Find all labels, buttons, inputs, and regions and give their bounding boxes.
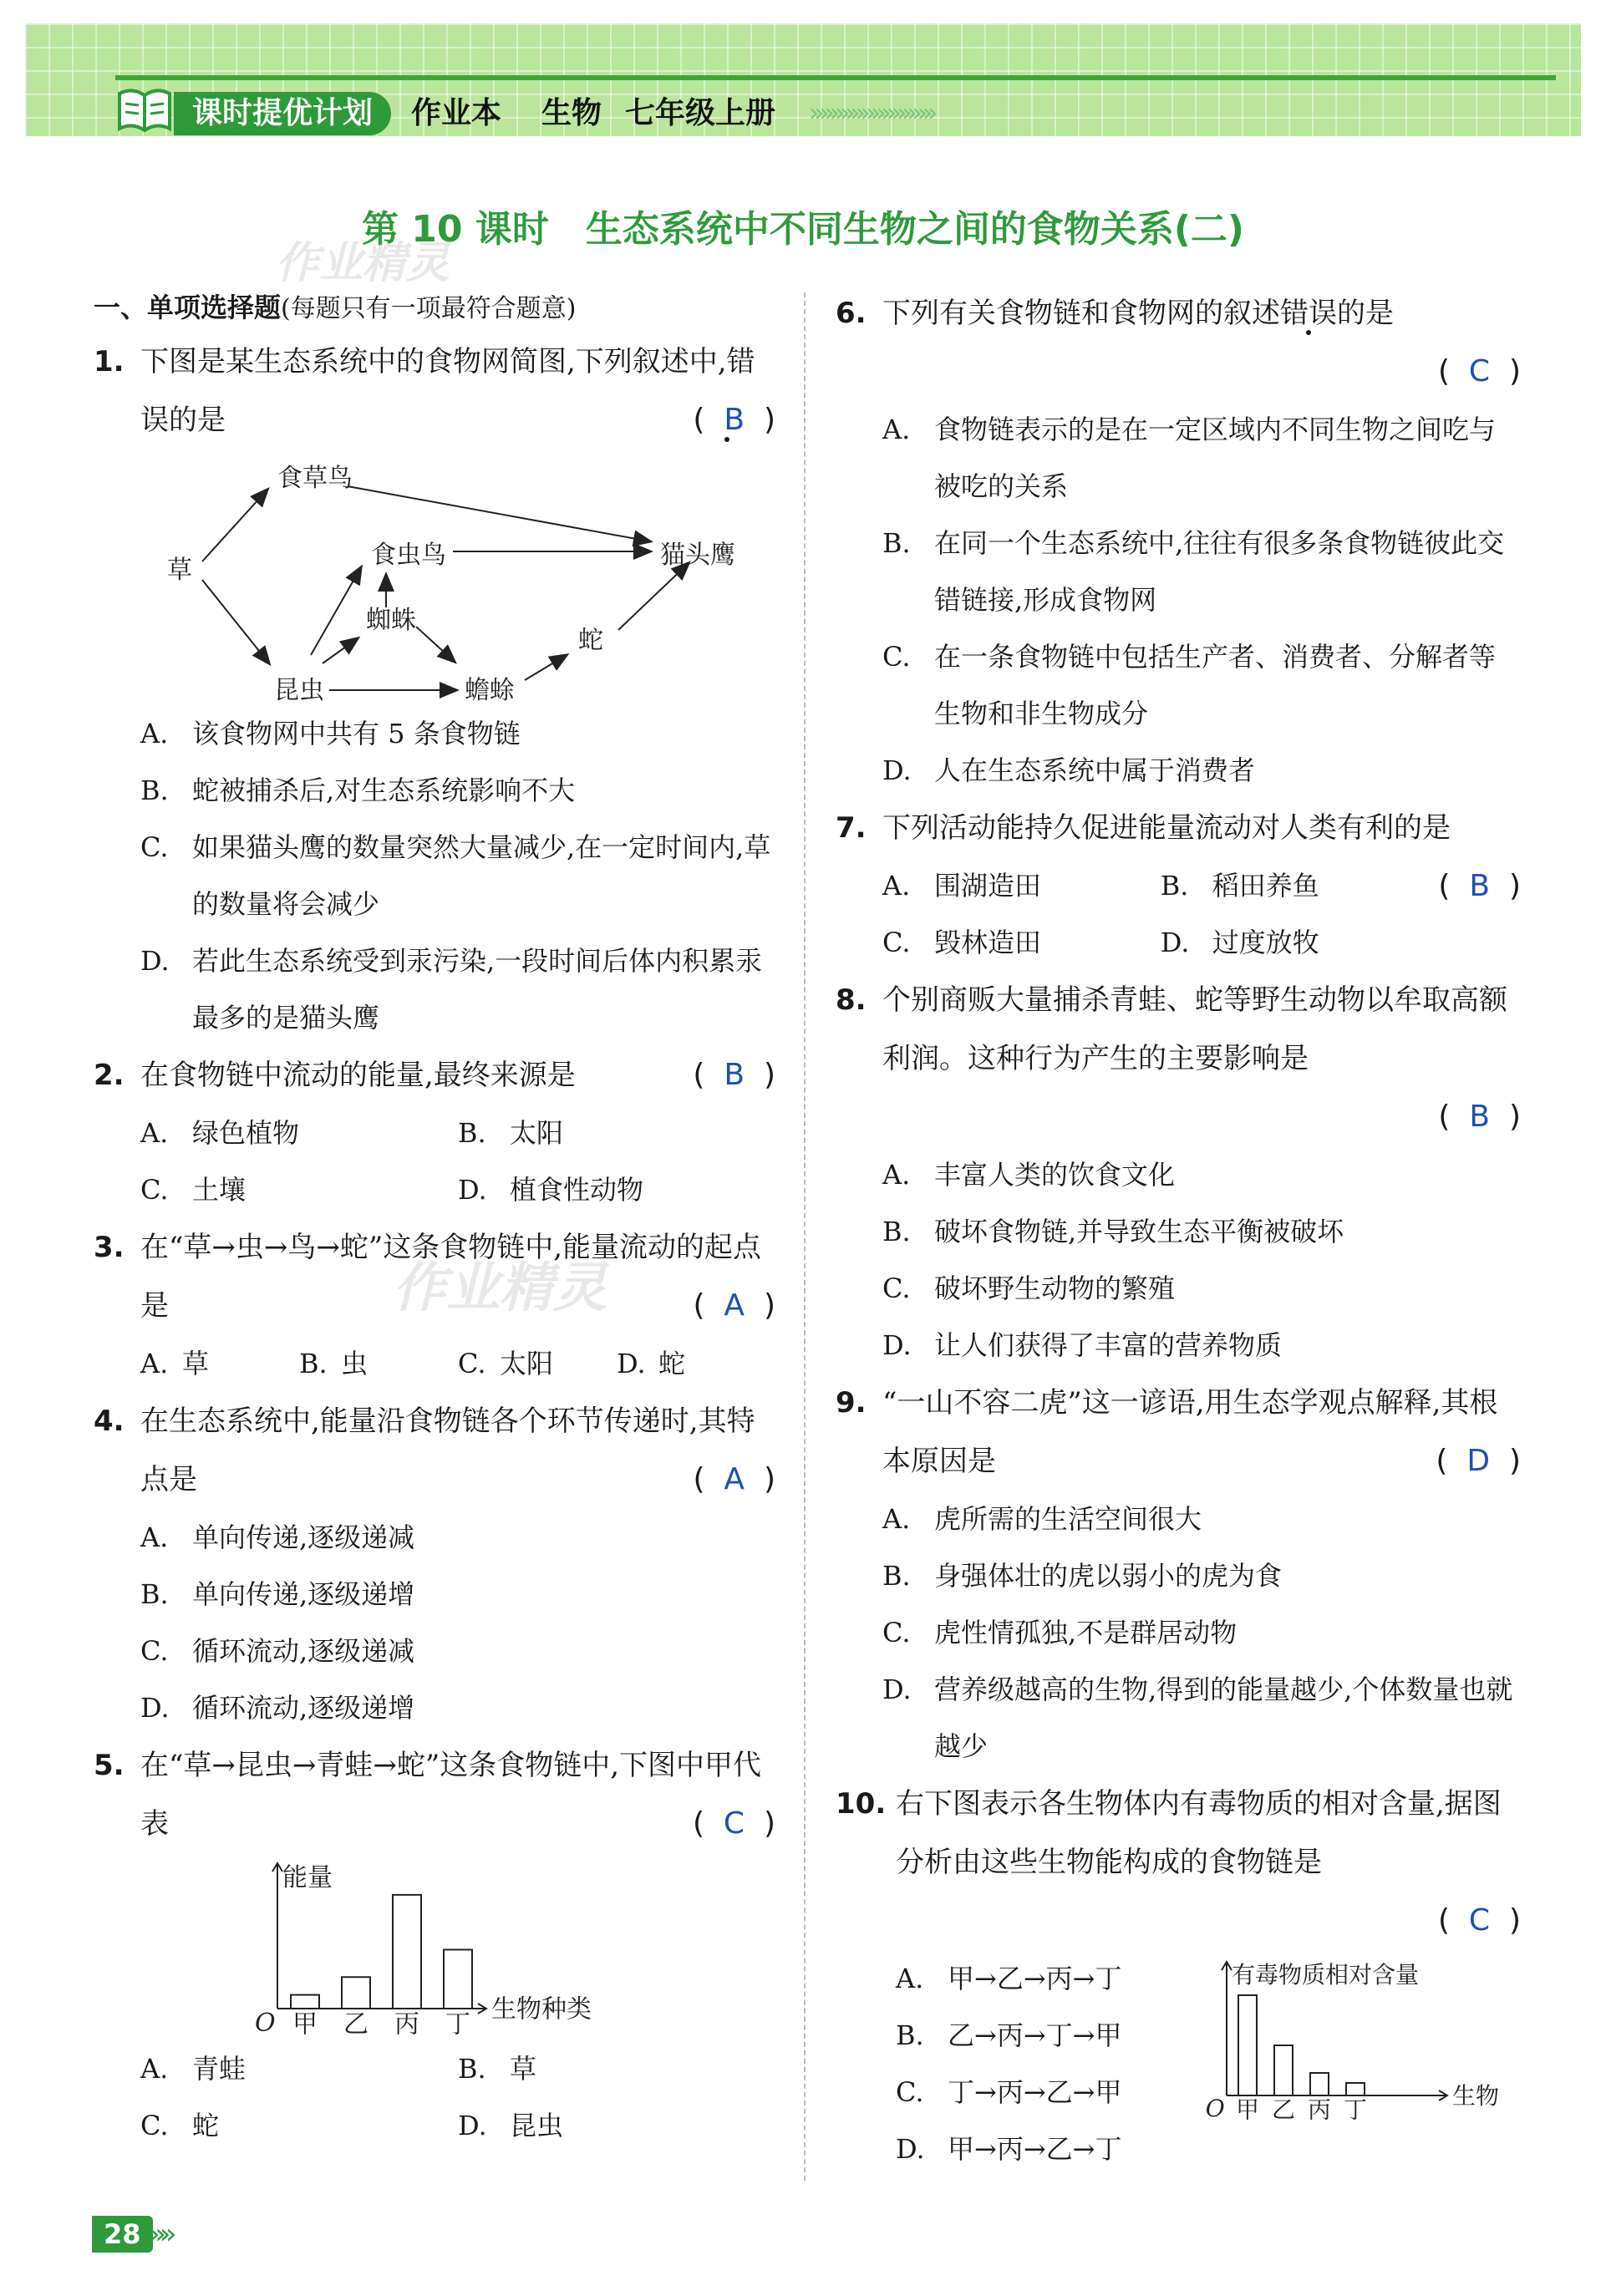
- stem-text: “一山不容二虎”这一谚语,用生态学观点解释,其根本原因是: [882, 1386, 1498, 1478]
- option-text: 营养级越高的生物,得到的能量越少,个体数量也就越少: [934, 1674, 1513, 1762]
- question-stem: [94, 1218, 775, 1335]
- option-text: 循环流动,逐级递增: [192, 1692, 415, 1724]
- option-c[interactable]: [140, 1623, 775, 1679]
- option-c[interactable]: [882, 1260, 1521, 1317]
- option-label: B.: [140, 1578, 169, 1610]
- category-label: 丁: [1343, 2095, 1368, 2124]
- option-a[interactable]: [140, 2040, 458, 2097]
- option-d[interactable]: [617, 1335, 775, 1392]
- answer-value: A: [724, 1462, 745, 1496]
- option-c[interactable]: [458, 1335, 617, 1392]
- option-text: 土壤: [192, 1174, 246, 1206]
- option-label: A.: [896, 1963, 924, 1994]
- page-arrows-icon: »»: [149, 2217, 170, 2251]
- option-label: C.: [882, 641, 911, 673]
- answer-box: ( C ): [692, 1806, 775, 1841]
- y-axis-label: 有毒物质相对含量: [1232, 1961, 1420, 1989]
- option-c[interactable]: [896, 2064, 1197, 2121]
- option-text: 虎所需的生活空间很大: [934, 1503, 1202, 1535]
- option-label: B.: [458, 1117, 486, 1149]
- node-insect: 昆虫: [274, 676, 324, 705]
- option-label: B.: [458, 2053, 486, 2085]
- option-label: D.: [896, 2133, 925, 2165]
- y-axis-label: 能量: [282, 1863, 333, 1892]
- option-b[interactable]: [299, 1335, 458, 1392]
- option-text: 虎性情孤独,不是群居动物: [934, 1617, 1238, 1648]
- option-label: C.: [140, 2110, 169, 2141]
- category-label: 丙: [394, 2009, 419, 2039]
- option-text: 植食性动物: [510, 1174, 644, 1206]
- answer-value: C: [1468, 1903, 1491, 1938]
- option-label: D.: [1160, 927, 1190, 958]
- option-text: 青蛙: [192, 2053, 246, 2085]
- node-snake: 蛇: [578, 626, 603, 655]
- emphasis-text: 错误: [140, 345, 755, 437]
- option-d[interactable]: [1161, 914, 1439, 971]
- question-number: 2.: [94, 1059, 125, 1092]
- option-label: D.: [882, 1329, 912, 1361]
- option-label: C.: [882, 1272, 911, 1304]
- stem-text: 在“草→昆虫→青蛙→蛇”这条食物链中,下图中甲代表: [140, 1749, 762, 1841]
- option-text: 如果猫头鹰的数量突然大量减少,在一定时间内,草的数量将会减少: [192, 831, 771, 920]
- stem-text: 在“草→虫→鸟→蛇”这条食物链中,能量流动的起点是: [140, 1231, 762, 1323]
- option-text: 虫: [341, 1348, 368, 1379]
- option-b[interactable]: [140, 1566, 775, 1623]
- option-row: [882, 914, 1438, 971]
- stem-text: 的是: [169, 404, 226, 437]
- option-a[interactable]: [882, 401, 1521, 515]
- option-b[interactable]: [882, 515, 1521, 628]
- options-q5: [94, 2040, 775, 2154]
- x-axis-label: 生物种类: [491, 1994, 592, 2024]
- question-number: 8.: [836, 983, 867, 1017]
- answer-box: ( B ): [1438, 1100, 1521, 1134]
- option-label: A.: [882, 870, 911, 902]
- answer-box: ( C ): [1437, 354, 1521, 389]
- answer-box: ( B ): [1438, 869, 1521, 903]
- option-label: B.: [140, 775, 169, 806]
- option-text: 在同一个生态系统中,往往有很多条食物链彼此交错链接,形成食物网: [934, 527, 1505, 616]
- option-b[interactable]: [896, 2007, 1197, 2064]
- bar-0: [291, 1995, 319, 2009]
- option-text: 昆虫: [510, 2110, 564, 2141]
- option-text: 丰富人类的饮食文化: [934, 1159, 1176, 1191]
- stem-text: 下列活动能持久促进能量流动对人类有利的是: [882, 811, 1451, 845]
- answer-value: B: [724, 403, 745, 437]
- option-text: 蛇被捕杀后,对生态系统影响不大: [192, 775, 576, 806]
- options-q8: [836, 1146, 1521, 1374]
- option-text: 蛇: [192, 2110, 220, 2141]
- option-text: 单向传递,逐级递减: [192, 1521, 415, 1553]
- option-label: D.: [140, 945, 170, 977]
- option-text: 在一条食物链中包括生产者、消费者、分解者等生物和非生物成分: [934, 641, 1497, 729]
- answer-box: ( B ): [693, 403, 775, 437]
- option-label: B.: [299, 1348, 328, 1379]
- option-c[interactable]: [140, 1161, 458, 1218]
- option-d[interactable]: [458, 2097, 775, 2154]
- option-label: C.: [882, 927, 911, 958]
- q10-content: [836, 1950, 1521, 2192]
- option-a[interactable]: [140, 1105, 458, 1161]
- option-label: C.: [458, 1348, 486, 1379]
- question-1: [94, 333, 775, 450]
- question-stem: [94, 333, 775, 450]
- section-note: (每题只有一项最符合题意): [281, 294, 577, 323]
- option-c[interactable]: [882, 1604, 1521, 1661]
- category-label: 乙: [1271, 2095, 1296, 2124]
- option-text: 循环流动,逐级递减: [192, 1635, 415, 1667]
- option-row: [140, 2097, 775, 2154]
- option-label: D.: [140, 1692, 170, 1724]
- answer-value: C: [723, 1806, 745, 1841]
- option-label: D.: [458, 2110, 487, 2141]
- question-stem: [836, 1374, 1521, 1491]
- option-label: A.: [140, 1348, 169, 1379]
- question-number: 1.: [94, 345, 125, 378]
- option-c[interactable]: [882, 914, 1161, 971]
- category-label: 甲: [1235, 2095, 1260, 2124]
- options-q2: [94, 1105, 775, 1218]
- options-q3: [94, 1335, 775, 1392]
- bar-1: [1274, 2045, 1293, 2095]
- question-stem: [94, 1046, 775, 1105]
- options-q10: [849, 1950, 1197, 2177]
- option-c[interactable]: [140, 2097, 458, 2154]
- emphasis-text: 错误: [1280, 297, 1337, 330]
- option-label: B.: [882, 527, 911, 559]
- option-text: 破坏野生动物的繁殖: [934, 1272, 1176, 1304]
- question-stem: [836, 284, 1521, 401]
- option-label: D.: [617, 1348, 646, 1379]
- node-spider: 蜘蛛: [366, 606, 416, 635]
- category-label: 甲: [292, 2009, 318, 2039]
- bar-3: [444, 1949, 472, 2009]
- option-a[interactable]: [882, 1146, 1521, 1203]
- option-text: 草: [510, 2053, 537, 2085]
- option-label: A.: [882, 1503, 911, 1535]
- answer-box: ( D ): [1436, 1444, 1521, 1478]
- option-b[interactable]: [882, 1547, 1521, 1604]
- question-9: [836, 1374, 1521, 1491]
- subject-label: 生物: [541, 96, 602, 130]
- bar-0: [1238, 1995, 1257, 2095]
- option-text: 丁→丙→乙→甲: [948, 2076, 1122, 2108]
- option-b[interactable]: [458, 1105, 775, 1161]
- options-q9: [836, 1491, 1521, 1775]
- question-stem: [836, 971, 1521, 1146]
- option-label: A.: [140, 2053, 169, 2085]
- option-text: 让人们获得了丰富的营养物质: [934, 1329, 1283, 1361]
- section-heading: [94, 284, 775, 333]
- question-stem: [836, 1775, 1521, 1950]
- question-number: 10.: [836, 1787, 887, 1821]
- option-text: 太阳: [500, 1348, 554, 1379]
- page-number: 28: [92, 2216, 153, 2253]
- option-text: 该食物网中共有 5 条食物链: [192, 718, 521, 749]
- question-3: [94, 1218, 775, 1335]
- option-label: A.: [140, 718, 169, 749]
- question-number: 5.: [94, 1749, 125, 1782]
- option-label: D.: [882, 1674, 912, 1705]
- option-d[interactable]: [882, 742, 1521, 799]
- option-text: 单向传递,逐级递增: [192, 1578, 415, 1610]
- question-number: 7.: [836, 811, 867, 845]
- option-text: 绿色植物: [192, 1117, 300, 1149]
- node-owl: 猫头鹰: [660, 541, 735, 570]
- option-label: B.: [882, 1216, 911, 1247]
- option-label: A.: [882, 414, 911, 445]
- right-column: [836, 284, 1521, 2192]
- answer-value: B: [724, 1058, 745, 1092]
- option-row: [140, 1161, 775, 1218]
- option-text: 若此生态系统受到汞污染,一段时间后体内积累汞最多的是猫头鹰: [192, 945, 763, 1034]
- node-seed-bird: 食草鸟: [277, 464, 353, 493]
- option-label: A.: [140, 1117, 169, 1149]
- node-grass: 草: [167, 556, 192, 585]
- option-label: D.: [882, 754, 912, 786]
- answer-value: B: [1469, 869, 1491, 903]
- option-a[interactable]: [882, 857, 1161, 914]
- question-5: [94, 1736, 775, 1853]
- option-a[interactable]: [140, 705, 775, 762]
- stem-text: 在生态系统中,能量沿食物链各个环节传递时,其特点是: [140, 1405, 755, 1496]
- option-d[interactable]: [140, 932, 775, 1046]
- category-label: 乙: [343, 2009, 368, 2039]
- option-c[interactable]: [882, 628, 1521, 742]
- option-b[interactable]: [1161, 857, 1439, 914]
- option-text: 稻田养鱼: [1212, 870, 1319, 902]
- book-icon: [115, 84, 174, 134]
- section-label: 一、单项选择题: [94, 292, 282, 323]
- node-insect-bird: 食虫鸟: [371, 541, 446, 570]
- option-text: 人在生态系统中属于消费者: [934, 754, 1256, 786]
- energy-bar-chart: [244, 1857, 712, 2040]
- bar-2: [1310, 2073, 1329, 2095]
- option-row: [140, 1335, 775, 1392]
- option-c[interactable]: [140, 819, 775, 932]
- option-label: D.: [458, 1174, 487, 1206]
- question-8: [836, 971, 1521, 1146]
- bar-2: [393, 1895, 421, 2009]
- question-number: 9.: [836, 1386, 867, 1420]
- option-a[interactable]: [140, 1335, 299, 1392]
- option-b[interactable]: [458, 2040, 775, 2097]
- option-text: 食物链表示的是在一定区域内不同生物之间吃与被吃的关系: [934, 414, 1497, 502]
- watermark: 作业精灵: [276, 238, 450, 288]
- option-text: 草: [182, 1348, 210, 1379]
- bar-3: [1346, 2083, 1365, 2095]
- option-label: B.: [882, 1560, 911, 1592]
- option-text: 甲→乙→丙→丁: [948, 1963, 1122, 1994]
- option-text: 甲→丙→乙→丁: [948, 2133, 1122, 2165]
- option-d[interactable]: [882, 1661, 1521, 1775]
- stem-text: 个别商贩大量捕杀青蛙、蛇等野生动物以牟取高额利润。这种行为产生的主要影响是: [882, 983, 1507, 1075]
- left-column: [94, 284, 775, 2154]
- option-text: 身强体壮的虎以弱小的虎为食: [934, 1560, 1283, 1592]
- question-number: 4.: [94, 1405, 125, 1438]
- column-divider: [804, 292, 806, 2181]
- question-stem: [94, 1736, 775, 1853]
- answer-box: ( C ): [1437, 1903, 1521, 1938]
- option-text: 太阳: [510, 1117, 564, 1149]
- stem-text: 在食物链中流动的能量,最终来源是: [140, 1059, 576, 1092]
- category-label: 丁: [445, 2009, 470, 2039]
- grade-label: 七年级上册: [625, 96, 776, 130]
- option-d[interactable]: [458, 1161, 775, 1218]
- question-number: 3.: [94, 1231, 125, 1264]
- option-label: A.: [882, 1159, 911, 1191]
- option-label: C.: [140, 831, 169, 863]
- page-title: 第 10 课时 生态系统中不同生物之间的食物关系(二): [361, 208, 1245, 251]
- option-label: B.: [896, 2019, 924, 2051]
- header-arrows-icon: »»»»»»»»»»»»: [809, 99, 933, 128]
- header-rule: [115, 75, 1556, 80]
- option-d[interactable]: [882, 1317, 1521, 1374]
- option-text: 乙→丙→丁→甲: [948, 2019, 1122, 2051]
- origin-label: O: [255, 2009, 276, 2038]
- option-d[interactable]: [140, 1679, 775, 1736]
- x-axis-label: 生物: [1452, 2081, 1500, 2110]
- option-text: 过度放牧: [1212, 927, 1319, 958]
- answer-box: ( A ): [693, 1462, 775, 1496]
- option-label: C.: [140, 1174, 169, 1206]
- options-q6: [836, 401, 1521, 799]
- node-toad: 蟾蜍: [465, 676, 515, 705]
- option-b[interactable]: [140, 762, 775, 819]
- option-label: C.: [896, 2076, 924, 2108]
- question-10: [836, 1775, 1521, 1950]
- bar-1: [342, 1977, 370, 2009]
- stem-text: 的是: [1337, 297, 1394, 330]
- question-number: 6.: [836, 297, 867, 330]
- answer-box: ( A ): [693, 1288, 775, 1323]
- option-text: 围湖造田: [934, 870, 1042, 902]
- option-row: [140, 1105, 775, 1161]
- option-d[interactable]: [896, 2121, 1197, 2177]
- option-row: [140, 2040, 775, 2097]
- option-b[interactable]: [882, 1203, 1521, 1260]
- option-label: C.: [140, 1635, 169, 1667]
- options-q4: [94, 1509, 775, 1736]
- category-label: 丙: [1307, 2095, 1332, 2124]
- origin-label: O: [1205, 2095, 1225, 2123]
- option-a[interactable]: [882, 1491, 1521, 1547]
- option-label: B.: [1160, 870, 1189, 902]
- stem-text: 下图是某生态系统中的食物网简图,下列叙述中,: [140, 345, 727, 378]
- stem-text: 下列有关食物链和食物网的叙述: [882, 297, 1280, 330]
- option-label: A.: [140, 1521, 169, 1553]
- answer-value: D: [1466, 1444, 1491, 1478]
- option-text: 毁林造田: [934, 927, 1042, 958]
- options-q1: [94, 705, 775, 1046]
- answer-value: B: [1469, 1100, 1491, 1134]
- answer-value: C: [1468, 354, 1491, 389]
- option-row: [882, 857, 1438, 914]
- option-text: 破坏食物链,并导致生态平衡被破坏: [934, 1216, 1344, 1247]
- option-a[interactable]: [140, 1509, 775, 1566]
- book-type-label: 作业本: [411, 96, 502, 130]
- answer-box: ( B ): [693, 1058, 775, 1092]
- options-q7: [836, 857, 1521, 971]
- toxin-bar-chart: [1203, 1955, 1554, 2147]
- option-text: 蛇: [658, 1348, 686, 1379]
- question-2: [94, 1046, 775, 1105]
- question-6: [836, 284, 1521, 401]
- question-4: [94, 1392, 775, 1509]
- question-stem: [94, 1392, 775, 1509]
- option-label: C.: [882, 1617, 911, 1648]
- watermark: 作业精灵: [393, 1257, 607, 1319]
- brand-label: 课时提优计划: [174, 92, 391, 135]
- answer-value: A: [724, 1288, 745, 1323]
- food-web-diagram: [144, 455, 745, 705]
- option-a[interactable]: [896, 1950, 1197, 2007]
- stem-text: 右下图表示各生物体内有毒物质的相对含量,据图分析由这些生物能构成的食物链是: [896, 1787, 1502, 1879]
